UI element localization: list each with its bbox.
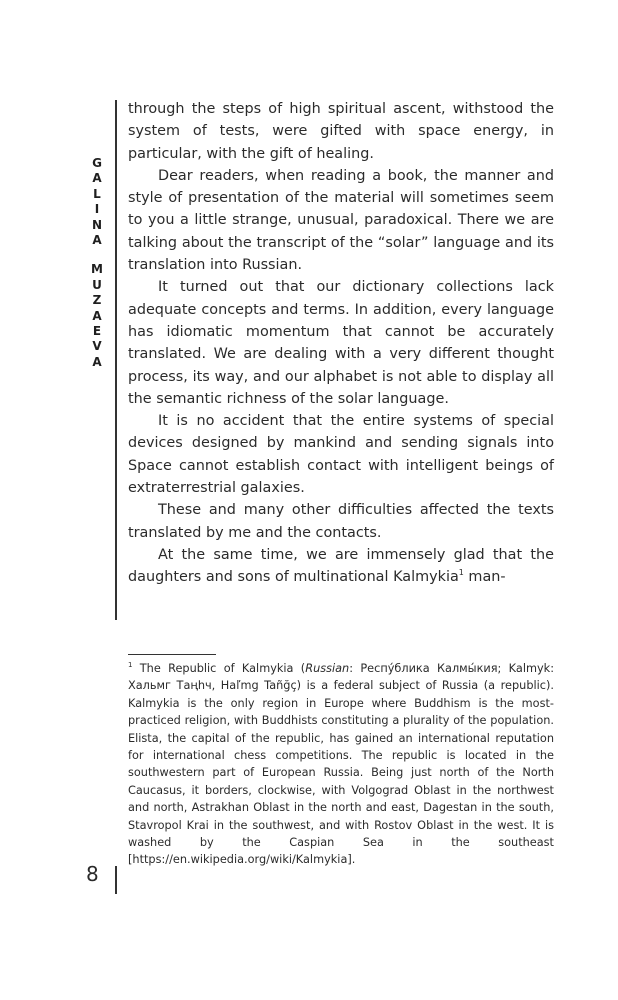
author-running-head	[84, 156, 110, 370]
author-letter: U	[92, 277, 102, 292]
author-letter: N	[91, 217, 103, 232]
paragraph-text: man-	[463, 569, 506, 586]
footnote-body: : Респу́блика Калмы́кия; Kalmyk: Хальмг Таңһч, Haľmg Tañğç) is a federal subject of Russia (a republic). Kalmykia is the only region in Europe where Buddhism is the most-practiced religion, with Buddhists constituting a plurality of the population. Elista, the capital of the republic, has gained an international reputation for international chess competitions. The republic is located in the southwestern part of European Russia. Being just north of the North Caucasus, it borders, clockwise, with Volgograd Oblast in the northwest and north, Astrakhan Oblast in the north and east, Dagestan in the south, Stavropol Krai in the southwest, and with Rostov Oblast in the west. It is washed by the Caspian Sea in the southeast [https://en.wikipedia.org/wiki/Kalmykia].	[128, 662, 554, 867]
author-letter: V	[92, 339, 102, 354]
paragraph: through the steps of high spiritual ascent, withstood the system of tests, were gifted with space energy, in particular, with the gift of healing.	[128, 101, 554, 162]
author-letter: A	[92, 233, 102, 248]
page-number: 8	[86, 862, 99, 886]
author-letter: E	[92, 324, 102, 339]
author-letter: A	[92, 171, 102, 186]
paragraph: It is no accident that the entire systems of special devices designed by mankind and sending signals into Space cannot establish contact with intelligent beings of extraterrestrial galaxies.	[128, 413, 554, 497]
paragraph-last	[128, 544, 554, 589]
paragraph: Dear readers, when reading a book, the manner and style of presentation of the material will sometimes seem to you a little strange, unusual, paradoxical. There we are talking about the transcript of the “solar” language and its translation into Russian.	[128, 167, 554, 274]
margin-rule-top	[115, 100, 117, 620]
paragraph-text: At the same time, we are immensely glad that the daughters and sons of multinational Kalmykia	[128, 546, 554, 586]
footnote-reference: 1	[458, 568, 464, 578]
author-letter: A	[92, 308, 102, 323]
footnote-lead: The Republic of Kalmykia (	[132, 662, 306, 675]
author-letter: I	[94, 202, 100, 217]
footnote	[128, 660, 554, 869]
author-letter: A	[92, 354, 102, 369]
author-letter: L	[93, 186, 101, 201]
author-letter: G	[92, 156, 102, 170]
author-letter: Z	[92, 293, 102, 308]
footnote-language-label: Russian	[305, 662, 350, 675]
main-text	[128, 98, 554, 589]
author-letter: M	[91, 262, 103, 277]
paragraph: It turned out that our dictionary collections lack adequate concepts and terms. In addition, every language has idiomatic momentum that cannot be accurately translated. We are dealing with a very different thought process, its way, and our alphabet is not able to display all the semantic richness of the solar language.	[128, 279, 554, 407]
footnote-divider	[128, 654, 216, 655]
paragraph: These and many other difficulties affected the texts translated by me and the contacts.	[128, 502, 554, 541]
footnote-mark: 1	[128, 661, 133, 669]
margin-rule-bottom	[115, 866, 117, 894]
